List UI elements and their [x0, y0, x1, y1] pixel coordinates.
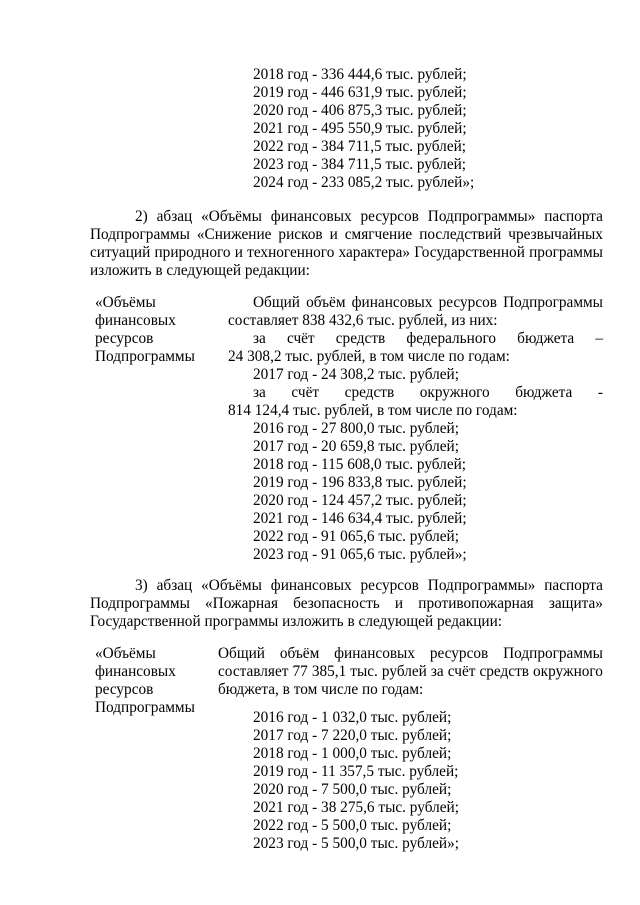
word: средств: [479, 663, 529, 680]
word: бюджета: [515, 384, 573, 401]
word: финансовых: [270, 208, 352, 225]
word: Подпрограммы»: [427, 208, 536, 225]
word: программы: [529, 244, 603, 261]
word: тыс.: [350, 663, 378, 680]
table2-line3: бюджета, в том числе по годам:: [218, 681, 424, 698]
word: и: [329, 226, 338, 243]
year-line: 2020 год - 7 500,0 тыс. рублей;: [253, 781, 452, 798]
word: абзац: [156, 208, 193, 225]
label-line: Подпрограммы: [95, 699, 195, 716]
label-line: «Объёмы: [95, 645, 156, 662]
year-line: 2016 год - 27 800,0 тыс. рублей;: [253, 420, 459, 437]
word: «Пожарная: [205, 595, 279, 612]
word: счёт: [286, 330, 315, 347]
year-line: 2022 год - 91 065,6 тыс. рублей;: [253, 528, 459, 545]
word: -: [597, 384, 603, 401]
word: финансовых: [270, 577, 352, 594]
word: Общий: [218, 645, 265, 662]
label-line: ресурсов: [95, 681, 154, 698]
item2-line1: [135, 208, 603, 226]
word: счёт: [291, 384, 320, 401]
word: за: [430, 663, 444, 680]
year-line: 2018 год - 336 444,6 тыс. рублей;: [253, 66, 467, 83]
item2-line2: [90, 226, 603, 244]
word: ресурсов: [360, 208, 419, 225]
table1-line4: 24 308,2 тыс. рублей, в том числе по годам:: [228, 348, 510, 365]
year-line: 2020 год - 124 457,2 тыс. рублей;: [253, 492, 467, 509]
word: бюджета: [517, 330, 575, 347]
table2-line1: [218, 645, 603, 663]
word: 385,1: [311, 663, 347, 680]
word: смягчение: [344, 226, 413, 243]
year-line: 2021 год - 495 550,9 тыс. рублей;: [253, 120, 467, 137]
item2-line4: изложить в следующей редакции:: [90, 262, 310, 279]
word: Подпрограммы: [90, 226, 190, 243]
word: последствий: [419, 226, 502, 243]
word: Подпрограммы: [90, 595, 190, 612]
word: и: [234, 244, 243, 261]
word: «Объёмы: [201, 577, 262, 594]
year-line: 2021 год - 38 275,6 тыс. рублей;: [253, 799, 459, 816]
word: и: [394, 595, 404, 612]
word: «Снижение: [196, 226, 272, 243]
year-line: 2019 год - 196 833,8 тыс. рублей;: [253, 474, 467, 491]
word: защита»: [548, 595, 603, 612]
label-line: финансовых: [95, 663, 176, 680]
year-line: 2017 год - 7 220,0 тыс. рублей;: [253, 727, 452, 744]
label-line: финансовых: [95, 312, 176, 329]
year-line: 2017 год - 20 659,8 тыс. рублей;: [253, 438, 459, 455]
year-line: 2018 год - 1 000,0 тыс. рублей;: [253, 745, 452, 762]
word: безопасность: [293, 595, 380, 612]
word: за: [253, 330, 266, 347]
year-line: 2023 год - 5 500,0 тыс. рублей»;: [253, 835, 459, 852]
item3-line2: [90, 595, 603, 613]
word: окружного: [533, 663, 603, 680]
table1-line6: [253, 384, 603, 402]
word: счёт: [447, 663, 476, 680]
label-line: Подпрограммы: [95, 348, 195, 365]
table2-line2: [218, 663, 603, 681]
word: средств: [344, 384, 395, 401]
word: рисков: [278, 226, 323, 243]
year-line: 2021 год - 146 634,4 тыс. рублей;: [253, 510, 467, 527]
word: федерального: [406, 330, 497, 347]
word: ситуаций: [90, 244, 151, 261]
year-line: 2020 год - 406 875,3 тыс. рублей;: [253, 102, 467, 119]
year-line: 2022 год - 5 500,0 тыс. рублей;: [253, 817, 452, 834]
year-line: 2023 год - 384 711,5 тыс. рублей;: [253, 156, 467, 173]
word: Подпрограммы: [503, 645, 603, 662]
year-line: 2019 год - 11 357,5 тыс. рублей;: [253, 763, 459, 780]
year-line: 2024 год - 233 085,2 тыс. рублей»;: [253, 174, 475, 191]
year-line: 2016 год - 1 032,0 тыс. рублей;: [253, 709, 452, 726]
word: Государственной: [414, 244, 525, 261]
word: Подпрограммы: [503, 294, 603, 311]
table1-line2: составляет 838 432,6 тыс. рублей, из них:: [228, 312, 498, 329]
item2-line3: [90, 244, 603, 262]
item3-line1: [135, 577, 603, 595]
word: за: [253, 384, 266, 401]
item3-line3: Государственной программы изложить в следующей редакции:: [90, 613, 503, 630]
word: ресурсов: [360, 577, 419, 594]
year-line: 2019 год - 446 631,9 тыс. рублей;: [253, 84, 467, 101]
word: объём: [306, 294, 346, 311]
word: Общий: [253, 294, 300, 311]
year-line: 2023 год - 91 065,6 тыс. рублей»;: [253, 546, 467, 563]
word: рублей: [381, 663, 427, 680]
label-line: «Объёмы: [95, 294, 156, 311]
table1-line5: 2017 год - 24 308,2 тыс. рублей;: [253, 366, 459, 383]
word: 2): [135, 208, 148, 225]
word: противопожарная: [418, 595, 534, 612]
word: паспорта: [544, 577, 603, 594]
word: 3): [135, 577, 148, 594]
word: абзац: [156, 577, 193, 594]
word: –: [595, 330, 603, 347]
word: природного: [154, 244, 231, 261]
year-line: 2018 год - 115 608,0 тыс. рублей;: [253, 456, 467, 473]
word: паспорта: [544, 208, 603, 225]
table1-line3: [253, 330, 603, 348]
word: чрезвычайных: [508, 226, 603, 243]
word: ресурсов: [438, 294, 497, 311]
word: финансовых: [334, 645, 415, 662]
word: Подпрограммы»: [427, 577, 536, 594]
table1-line7: 814 124,4 тыс. рублей, в том числе по годам:: [228, 402, 518, 419]
word: техногенного: [247, 244, 335, 261]
table1-line1: [253, 294, 603, 312]
label-line: ресурсов: [95, 330, 154, 347]
word: характера»: [338, 244, 411, 261]
word: 77: [292, 663, 308, 680]
word: средств: [335, 330, 386, 347]
word: ресурсов: [429, 645, 489, 662]
word: составляет: [218, 663, 289, 680]
year-line: 2022 год - 384 711,5 тыс. рублей;: [253, 138, 467, 155]
word: объём: [279, 645, 320, 662]
word: окружного: [419, 384, 490, 401]
word: финансовых: [351, 294, 433, 311]
word: «Объёмы: [201, 208, 262, 225]
